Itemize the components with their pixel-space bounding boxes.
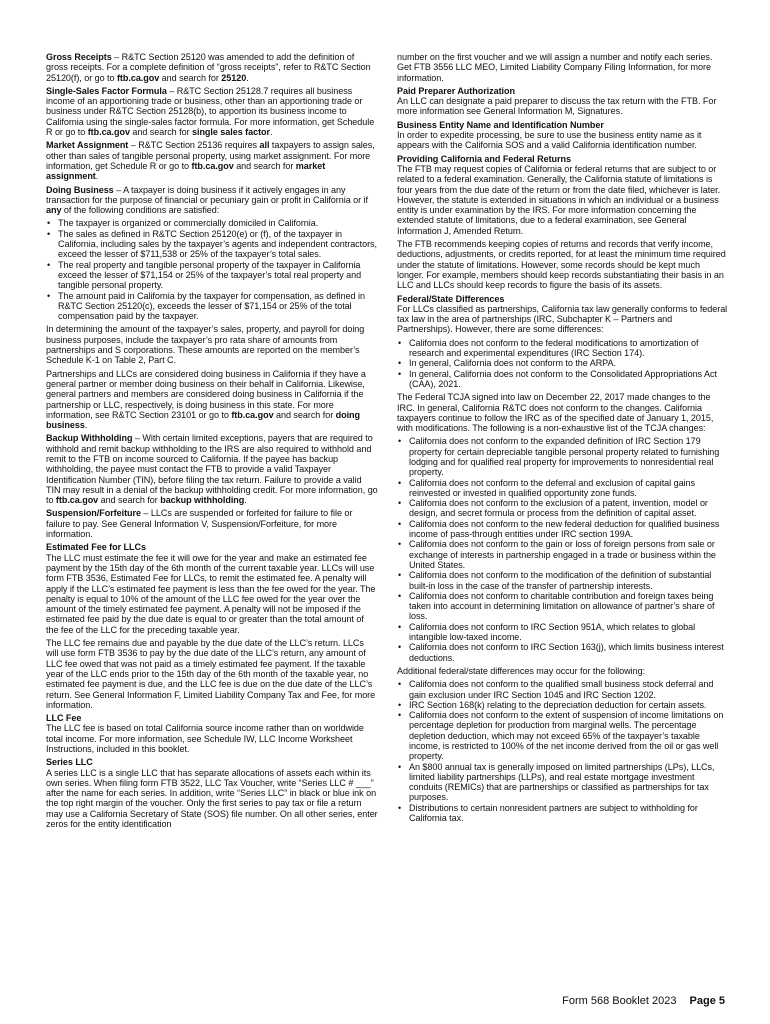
text-run: The LLC must estimate the fee it will owe for the year and make an estimated fee payment by the 15th day of the 6th month of the current taxable year. LLCs will use form FTB 3536, Estimated Fee for LLCs, to remit the estimated fee. A penalty will apply if the LLC’s estimated fee payment is less than the fee owed for the year. The penalty is equal to 10% of the amount of the LLC fee owed for the year over the amount of the timely estimated fee payment. A penalty will not be imposed if the estimated fee paid by the due date is equal to or greater than the total amount of the fee of the LLC for the preceding taxable year.	[46, 552, 376, 635]
bold-text: any	[46, 205, 62, 216]
bullet-item: • In general, California does not conform to the ARPA.	[397, 358, 729, 368]
text-run: The Federal TCJA signed into law on December 22, 2017 made changes to the IRC. In general, California R&TC does not conform to the changes. California taxpayers continue to follow the IRC as of the specified date of January 1, 2015, with modifications. The following is a non-exhaustive list of the TCJA changes:	[397, 392, 714, 434]
bold-text: market assignment	[46, 160, 326, 182]
bullet-list	[397, 436, 729, 663]
bold-text: ftb.ca.gov	[87, 127, 130, 138]
paragraph	[397, 392, 729, 433]
text-run: – R&TC Section 25128.7 requires all business income of an apportioning trade or business, other than an apportioning trade or business under R&TC Section 25128(b), to apportion its business income to California using the single-sales factor formula. For more information, get Schedule R or go to	[46, 85, 375, 138]
bullet-item: • California does not conform to the expanded definition of IRC Section 179 property for certain depreciable tangible personal property related to furnishing lodging and for qualified real property for improvements to nonresidential real property.	[397, 436, 729, 477]
paragraph	[46, 324, 378, 365]
bold-text: 25120	[221, 72, 247, 83]
bullet-list	[46, 218, 378, 321]
bullet-item: • California does not conform to the federal modifications to amortization of research and experimental expenditures (IRC Section 174).	[397, 338, 729, 359]
bold-text: single sales factor	[192, 127, 270, 138]
paragraph	[46, 185, 378, 216]
bullet-item: • California does not conform to charitable contribution and foreign taxes being taken into account in determining limitation on allowance of partner’s share of loss.	[397, 591, 729, 622]
text-run: An LLC can designate a paid preparer to discuss the tax return with the FTB. For more information see General Information M, Signatures.	[397, 96, 717, 117]
text-run: – LLCs are suspended or forfeited for failure to file or failure to pay. See General Information V, Suspension/Forfeiture, for more information.	[46, 508, 353, 540]
paragraph	[397, 304, 729, 335]
bold-text: ftb.ca.gov	[231, 409, 274, 420]
left-column	[46, 52, 378, 832]
section-heading: Paid Preparer Authorization	[397, 85, 515, 96]
text-run: and search for	[129, 127, 192, 138]
bold-text: ftb.ca.gov	[191, 160, 234, 171]
bullet-item: • The taxpayer is organized or commercially domiciled in California.	[46, 218, 378, 228]
text-run: .	[244, 495, 247, 506]
text-run: and search for	[273, 409, 336, 420]
section-heading: Series LLC	[46, 757, 93, 768]
bullet-item: • The amount paid in California by the taxpayer for compensation, as defined in R&TC Section 25120(c), exceeds the lesser of $71,154 or 25% of the total compensation paid by the taxpayer.	[46, 291, 378, 322]
bullet-item: • California does not conform to the extent of suspension of income limitations on percentage depletion for production from marginal wells. The percentage depletion deduction, which may not exceed 65% of the taxpayer’s taxable income, is restricted to 100% of the net income derived from the oil or gas well property.	[397, 710, 729, 761]
bold-text: all	[259, 140, 270, 151]
text-run: Additional federal/state differences may occur for the following:	[397, 665, 646, 676]
bullet-item: • California does not conform to the qualified small business stock deferral and gain exclusion under IRC Section 1045 and IRC Section 1202.	[397, 679, 729, 700]
bullet-item: • California does not conform to IRC Section 163(j), which limits business interest deductions.	[397, 642, 729, 663]
bullet-item: • California does not conform to the exclusion of a patent, invention, model or design, and secret formula or process from the definition of capital asset.	[397, 498, 729, 519]
text-run: .	[95, 171, 99, 182]
bullet-item: • California does not conform to IRC Section 951A, which relates to global intangible low-taxed income.	[397, 622, 729, 643]
text-run: .	[270, 127, 273, 138]
paragraph	[46, 553, 378, 635]
paragraph	[46, 433, 378, 505]
text-run: The FTB may request copies of California or federal returns that are subject to or related to a federal examination. Generally, the California statute of limitations is four years from the due date of the return or from the date filed, whichever is later. However, the statute is extended in situations in which an individual or a business entity is under examination by the IRS. For more information concerning the extended statute of limitations, due to a federal examination, see General Information J, Amended Return.	[397, 163, 721, 236]
bold-text: ftb.ca.gov	[116, 72, 160, 83]
footer-page-number: Page 5	[689, 995, 725, 1007]
text-run: The FTB recommends keeping copies of returns and records that verify income, deductions, adjustments, or credits reported, for at least the minimum time required under the statute of limitations. However, some records should be kept much longer. For example, members should keep records substantiating their basis in an LLC and LLCs should keep records to figure the basis of its assets.	[397, 239, 726, 291]
bold-text: Suspension/Forfeiture	[46, 508, 141, 519]
bullet-item: • The sales as defined in R&TC Section 25120(e) or (f), of the taxpayer in California, including sales by the taxpayer’s agents and independent contractors, exceed the lesser of $711,538 or 25% of the taxpayer’s total sales.	[46, 229, 378, 260]
text-run: – R&TC Section 25136 requires	[128, 140, 260, 151]
paragraph	[46, 369, 378, 431]
text-run: and search for	[233, 160, 296, 171]
section-heading: LLC Fee	[46, 713, 82, 724]
bullet-item: • California does not conform to the gain or loss of foreign persons from sale or exchange of interests in partnership engaged in a trade or business within the United States.	[397, 539, 729, 570]
text-run: In determining the amount of the taxpayer’s sales, property, and payroll for doing business purposes, include the taxpayer’s pro rata share of amounts from partnerships and S corporations. These amounts are reported on the member’s Schedule K-1 on Table 2, Part C.	[46, 324, 365, 366]
text-run: – A taxpayer is doing business if it actively engages in any transaction for the purpose of financial or pecuniary gain or profit in California or if	[46, 184, 368, 205]
bold-text: Doing Business	[46, 184, 114, 195]
bullet-item: • Distributions to certain nonresident partners are subject to withholding for California tax.	[397, 803, 729, 824]
bold-text: backup withholding	[160, 495, 245, 506]
text-run: and search for	[98, 495, 161, 506]
text-run: The LLC fee is based on total California source income rather than on worldwide total income. For more information, see Schedule IW, LLC Income Worksheet Instructions, included in this booklet.	[46, 723, 364, 754]
text-run: – R&TC Section 25120 was amended to add the definition of gross receipts. For a complete definition of “gross receipts”, refer to R&TC Section 25120(f), or go to	[46, 52, 371, 83]
paragraph	[46, 768, 378, 830]
text-run: taxpayers to assign sales, other than sales of tangible personal property, using market assignment. For more information, get Schedule R or go to	[46, 140, 375, 171]
section-heading: Estimated Fee for LLCs	[46, 542, 146, 553]
bullet-item: • The real property and tangible personal property of the taxpayer in California exceed the lesser of $71,154 or 25% of the taxpayer’s total real property and tangible personal property.	[46, 260, 378, 291]
bold-text: doing business	[46, 409, 360, 431]
page-footer	[562, 995, 725, 1007]
text-run: A series LLC is a single LLC that has separate allocations of assets each within its own series. When filing form FTB 3522, LLC Tax Voucher, write “Series LLC # ___” after the name for each series. In addition, write “Series LLC” in black or blue ink on the top right margin of the voucher. Only the first series to pay tax or file a return may use a California Secretary of State (SOS) file number. On all other series, enter zeros for the entity identification	[46, 767, 378, 830]
right-column	[397, 52, 729, 826]
text-run: of the following conditions are satisfied:	[61, 205, 220, 216]
text-run: In order to expedite processing, be sure to use the business entity name as it appears with the California SOS and a valid California identification number.	[397, 130, 702, 151]
text-run: .	[246, 72, 249, 83]
paragraph	[397, 239, 729, 290]
text-run: Partnerships and LLCs are considered doing business in California if they have a general partner or member doing business on their behalf in California. Likewise, general partners and members are considered doing business in California if the partnership or LLC, respectively, is doing business in this state. For more information, see R&TC Section 23101 or go to	[46, 368, 366, 420]
bold-text: Single-Sales Factor Formula	[46, 85, 167, 96]
paragraph	[397, 130, 729, 151]
text-run: – With certain limited exceptions, payers that are required to withhold and remit backup withholding to the IRS are also required to withhold and remit to the FTB on income sourced to California. If the payee has backup withholding, the payee must contact the FTB to provide a valid Taxpayer Identification Number (TIN), before filing the tax return. Failure to provide a valid TIN may result in a denial of the backup withholding credit. For more information, go to	[46, 433, 378, 506]
text-run: .	[84, 420, 88, 431]
bullet-item: • California does not conform to the new federal deduction for qualified business income of pass-through entities under IRC section 199A.	[397, 519, 729, 540]
paragraph	[46, 140, 378, 181]
paragraph	[46, 86, 378, 137]
bullet-item: • California does not conform to the modification of the definition of substantial built-in loss in the case of the transfer of partnership interests.	[397, 570, 729, 591]
bold-text: Gross Receipts	[46, 52, 112, 62]
paragraph	[46, 52, 378, 83]
section-heading: Federal/State Differences	[397, 293, 505, 304]
bullet-item: • California does not conform to the deferral and exclusion of capital gains reinvested or invested in qualified opportunity zone funds.	[397, 478, 729, 499]
paragraph	[397, 666, 729, 676]
text-run: For LLCs classified as partnerships, California tax law generally conforms to federal tax law in the area of partnerships (IRC, Subchapter K – Partners and Partnerships). However, there are some differences:	[397, 303, 728, 335]
paragraph	[46, 508, 378, 539]
paragraph	[397, 96, 729, 117]
paragraph	[397, 164, 729, 236]
bullet-item: • An $800 annual tax is generally imposed on limited partnerships (LPs), LLCs, limited liability partnerships (LLPs), and real estate mortgage investment conduits (REMICs) that are partnerships or classified as partnerships for tax purposes.	[397, 762, 729, 803]
paragraph	[46, 638, 378, 710]
bold-text: ftb.ca.gov	[55, 495, 99, 506]
text-run: The LLC fee remains due and payable by the due date of the LLC’s return. LLCs will use form FTB 3536 to pay by the due date of the LLC’s return, any amount of LLC fee owed that was not paid as a timely estimated fee payment. If the taxable year of the LLC ends prior to the 15th day of the 6th month of the taxable year, no estimated fee payment is due, and the LLC fee is due on the due date of the LLC’s return. See General Information F, Limited Liability Company Tax and Fee, for more information.	[46, 638, 376, 710]
text-run: number on the first voucher and we will assign a number and notify each series. Get FTB 3556 LLC MEO, Limited Liability Company Filing Information, for more information.	[397, 52, 713, 83]
bold-text: Backup Withholding	[46, 433, 133, 444]
bullet-list	[397, 679, 729, 823]
section-heading: Business Entity Name and Identification Number	[397, 119, 604, 130]
section-heading: Providing California and Federal Returns	[397, 153, 571, 164]
paragraph	[46, 723, 378, 754]
bullet-list	[397, 338, 729, 389]
paragraph	[397, 52, 729, 83]
footer-form-label: Form 568 Booklet 2023	[562, 995, 677, 1007]
bullet-item: • IRC Section 168(k) relating to the depreciation deduction for certain assets.	[397, 700, 729, 710]
bold-text: Market Assignment	[46, 140, 129, 151]
text-run: and search for	[159, 72, 222, 83]
bullet-item: • In general, California does not conform to the Consolidated Appropriations Act (CAA), 2021.	[397, 369, 729, 390]
